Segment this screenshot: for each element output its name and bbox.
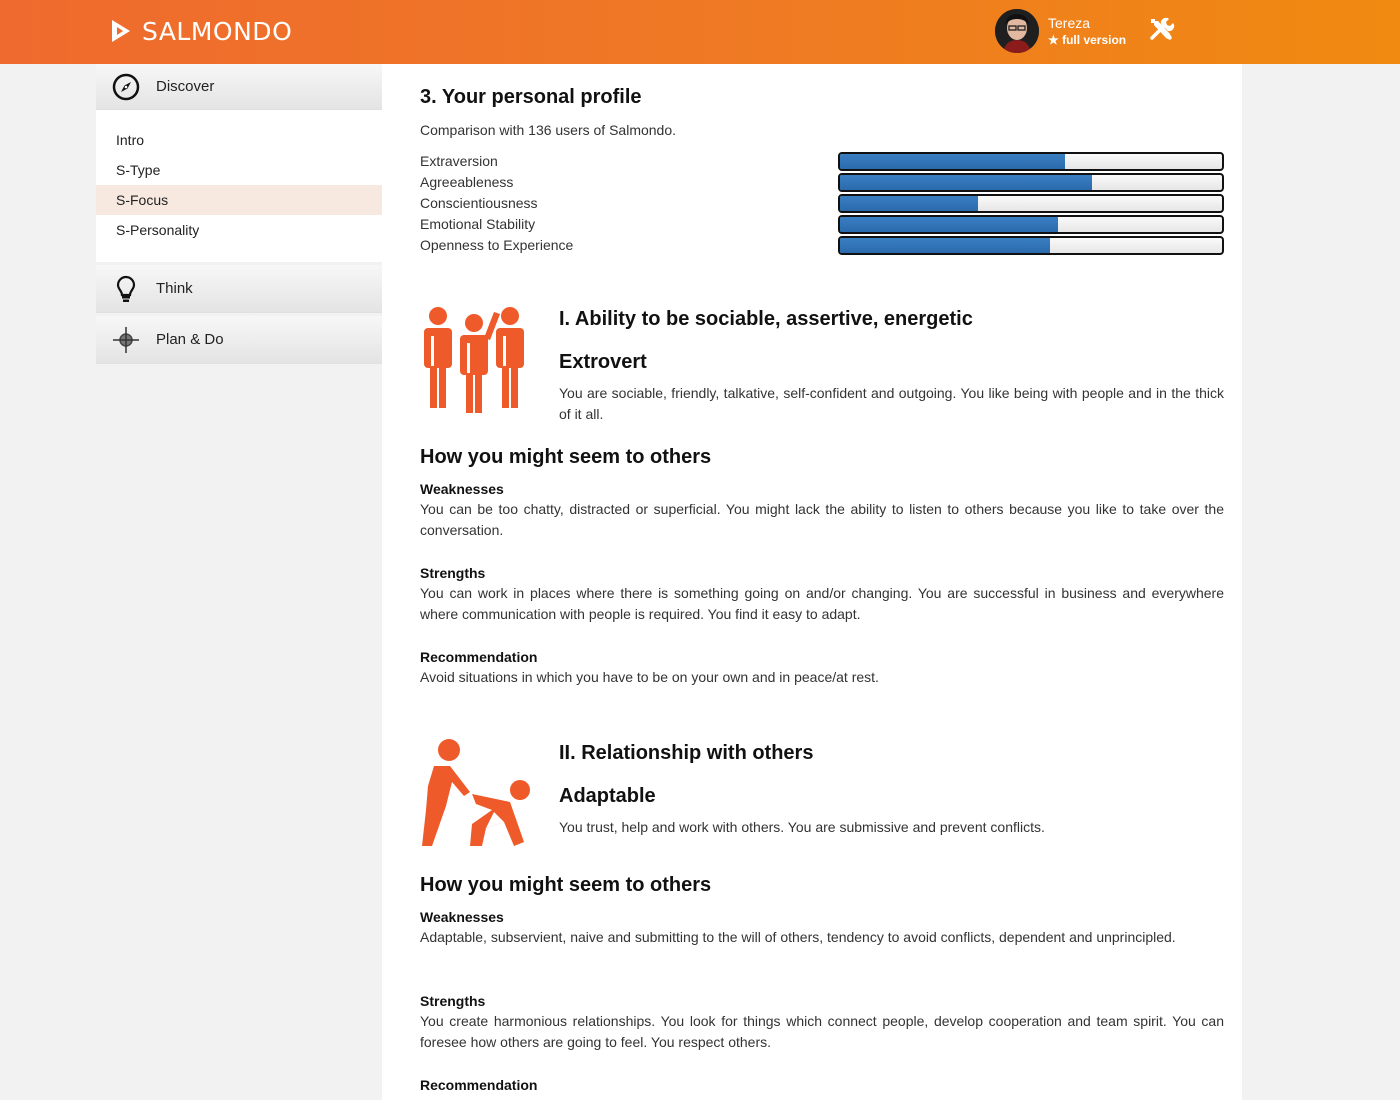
trait-name: Conscientiousness bbox=[420, 195, 538, 211]
weaknesses-text: Adaptable, subservient, naive and submitting to the will of others, tendency to avoid conflicts, dependent and unprincipled. bbox=[420, 929, 1176, 945]
strengths-text: You create harmonious relationships. You look for things which connect people, develop cooperation and team spirit. You can foresee how others are going to feel. You respect others. bbox=[420, 1013, 1224, 1050]
brand-name: SALMONDO bbox=[142, 16, 293, 46]
sidebar-section-discover[interactable] bbox=[96, 64, 382, 110]
section-description: You are sociable, friendly, talkative, self-confident and outgoing. You like being with people and in the thick of it all. bbox=[559, 385, 1224, 422]
trait-bar-fill bbox=[840, 154, 1065, 169]
trait-row bbox=[420, 215, 1226, 236]
sidebar-section-label: Think bbox=[156, 280, 193, 297]
weaknesses-label: Weaknesses bbox=[420, 481, 504, 497]
strengths-label: Strengths bbox=[420, 565, 486, 581]
sidebar-section-plan-do[interactable] bbox=[96, 316, 382, 364]
trait-bar-fill bbox=[840, 196, 978, 211]
sidebar-section-label: Discover bbox=[156, 78, 215, 95]
trait-name: Openness to Experience bbox=[420, 237, 574, 253]
recommendation-label: Recommendation bbox=[420, 1077, 538, 1093]
comparison-note: Comparison with 136 users of Salmondo. bbox=[420, 122, 677, 138]
page-title: 3. Your personal profile bbox=[420, 86, 642, 108]
sidebar-item-s-focus[interactable]: S-Focus bbox=[96, 185, 382, 215]
sidebar-item-intro[interactable]: Intro bbox=[116, 132, 145, 148]
crosshair-icon bbox=[96, 317, 156, 363]
user-avatar[interactable] bbox=[995, 9, 1039, 53]
trait-row bbox=[420, 173, 1226, 194]
trait-row bbox=[420, 236, 1226, 257]
star-icon: ★ bbox=[1048, 33, 1059, 47]
user-plan-label: full version bbox=[1062, 33, 1127, 47]
trait-bar bbox=[838, 152, 1224, 171]
weaknesses-text: You can be too chatty, distracted or superficial. You might lack the ability to listen to others because you like to take over the conversation. bbox=[420, 501, 1224, 538]
trait-profile-list bbox=[420, 152, 1226, 257]
trait-bar bbox=[838, 173, 1224, 192]
recommendation-label: Recommendation bbox=[420, 649, 538, 665]
trait-row bbox=[420, 194, 1226, 215]
strengths-text: You can work in places where there is something going on and/or changing. You are successful in business and everywhere where communication with people is required. You find it easy to adapt. bbox=[420, 585, 1224, 622]
sidebar-section-label: Plan & Do bbox=[156, 331, 224, 348]
others-heading: How you might seem to others bbox=[420, 446, 712, 468]
user-name[interactable]: Tereza bbox=[1048, 15, 1091, 31]
recommendation-text: Avoid situations in which you have to be on your own and in peace/at rest. bbox=[420, 669, 879, 685]
sidebar-item-s-personality[interactable]: S-Personality bbox=[116, 222, 200, 238]
user-plan bbox=[1048, 33, 1126, 47]
brand-logo[interactable] bbox=[110, 16, 292, 46]
settings-tools-icon[interactable] bbox=[1148, 16, 1176, 44]
section-type: Extrovert bbox=[559, 351, 647, 373]
trait-name: Extraversion bbox=[420, 153, 498, 169]
trait-bar-fill bbox=[840, 238, 1050, 253]
sidebar bbox=[96, 64, 382, 364]
salmondo-logo-icon bbox=[110, 18, 132, 44]
section-type: Adaptable bbox=[559, 785, 656, 807]
trait-name: Agreeableness bbox=[420, 174, 514, 190]
weaknesses-label: Weaknesses bbox=[420, 909, 504, 925]
group-of-people-icon bbox=[420, 304, 530, 416]
section-description: You trust, help and work with others. You are submissive and prevent conflicts. bbox=[559, 819, 1045, 835]
sidebar-section-think[interactable] bbox=[96, 265, 382, 313]
lightbulb-icon bbox=[96, 266, 156, 312]
others-heading: How you might seem to others bbox=[420, 874, 712, 896]
profile-section-extraversion bbox=[420, 304, 1224, 704]
trait-bar-fill bbox=[840, 175, 1092, 190]
section-heading: I. Ability to be sociable, assertive, energetic bbox=[559, 308, 973, 330]
main-content bbox=[382, 64, 1242, 1100]
top-bar bbox=[0, 0, 1400, 64]
avatar-photo-icon bbox=[995, 9, 1039, 53]
compass-icon bbox=[96, 64, 156, 110]
strengths-label: Strengths bbox=[420, 993, 486, 1009]
trait-bar bbox=[838, 236, 1224, 255]
helping-hand-icon bbox=[420, 738, 530, 850]
sidebar-item-s-type[interactable]: S-Type bbox=[116, 162, 161, 178]
trait-bar-fill bbox=[840, 217, 1058, 232]
profile-section-agreeableness bbox=[420, 738, 1224, 1100]
section-heading: II. Relationship with others bbox=[559, 742, 814, 764]
trait-bar bbox=[838, 194, 1224, 213]
trait-bar bbox=[838, 215, 1224, 234]
trait-row bbox=[420, 152, 1226, 173]
trait-name: Emotional Stability bbox=[420, 216, 536, 232]
discover-submenu bbox=[96, 110, 382, 262]
